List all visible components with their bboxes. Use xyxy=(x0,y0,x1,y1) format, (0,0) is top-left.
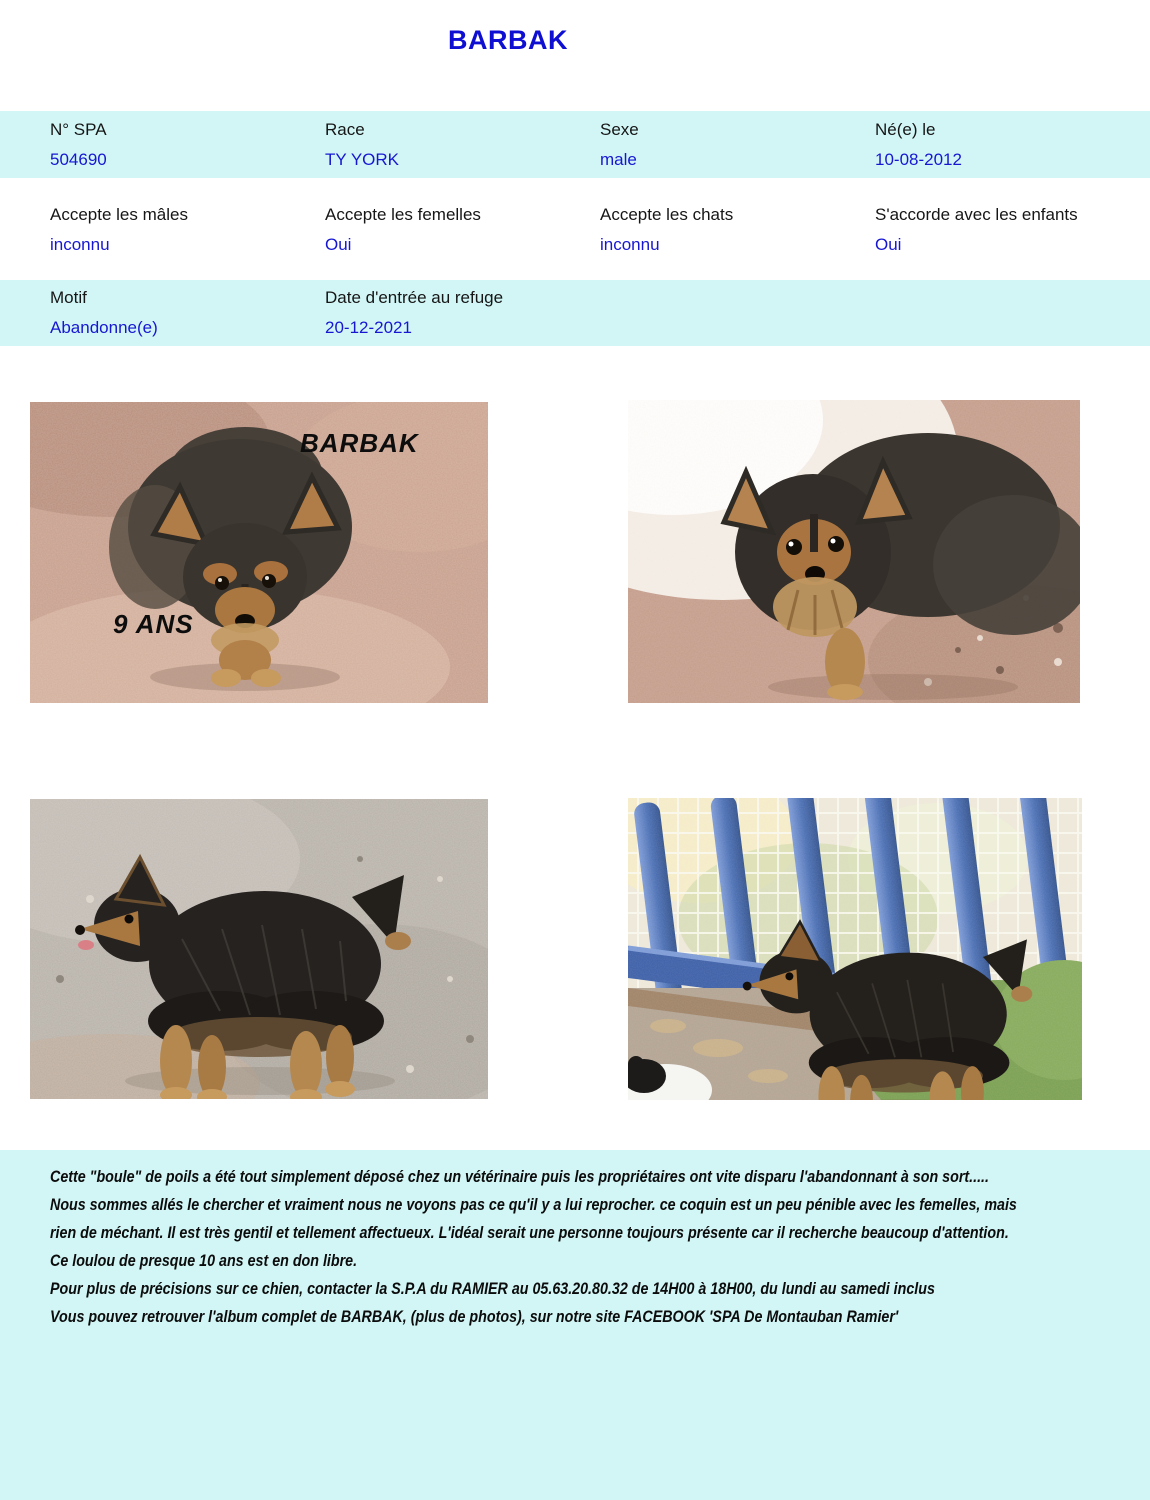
photo-dog-profile xyxy=(30,799,488,1099)
photo-2-illustration xyxy=(628,400,1080,703)
field-value: 504690 xyxy=(50,150,107,169)
field-accepts-females xyxy=(325,205,600,280)
field-birthdate xyxy=(875,120,1150,178)
photo-overlay-age: 9 ANS xyxy=(113,609,194,639)
field-label: Race xyxy=(325,120,365,139)
field-label: Motif xyxy=(50,288,87,307)
description-paragraph: Vous pouvez retrouver l'album complet de BARBAK, (plus de photos), sur notre site FACEBOOK 'SPA De Montauban Ramier' xyxy=(50,1307,899,1326)
field-label: Sexe xyxy=(600,120,639,139)
field-good-with-children xyxy=(875,205,1150,280)
info-band-compatibility xyxy=(0,178,1150,280)
photo-dog-fence xyxy=(628,798,1082,1100)
field-accepts-cats xyxy=(600,205,875,280)
photo-1-illustration xyxy=(30,402,488,703)
photo-4-illustration xyxy=(628,798,1082,1100)
field-motif xyxy=(50,288,325,346)
field-label: Né(e) le xyxy=(875,120,936,139)
field-label: N° SPA xyxy=(50,120,107,139)
field-sexe xyxy=(600,120,875,178)
photo-3-illustration xyxy=(30,799,488,1099)
field-label: Date d'entrée au refuge xyxy=(325,288,504,307)
field-value: Oui xyxy=(875,235,902,254)
description-band xyxy=(0,1150,1150,1500)
description-paragraph: Ce loulou de presque 10 ans est en don libre. xyxy=(50,1251,358,1270)
field-value: Oui xyxy=(325,235,352,254)
photo-dog-front xyxy=(30,402,488,703)
field-label: Accepte les chats xyxy=(600,205,734,224)
field-label: Accepte les mâles xyxy=(50,205,188,224)
field-race xyxy=(325,120,600,178)
field-value: TY YORK xyxy=(325,150,400,169)
page-title: BARBAK xyxy=(448,25,568,55)
info-band-entry xyxy=(0,280,1150,346)
field-value: Abandonne(e) xyxy=(50,318,158,337)
info-band-identity xyxy=(0,111,1150,178)
field-label: Accepte les femelles xyxy=(325,205,481,224)
field-accepts-males xyxy=(50,205,325,280)
field-value: inconnu xyxy=(50,235,110,254)
description-paragraph: Cette "boule" de poils a été tout simplement déposé chez un vétérinaire puis les propriétaires ont vite disparu l'abandonnant à son sort..... xyxy=(50,1167,989,1186)
photo-dog-looking-up xyxy=(628,400,1080,703)
dog-description xyxy=(50,1163,1035,1331)
description-paragraph: Nous sommes allés le chercher et vraiment nous ne voyons pas ce qu'il y a lui reprocher. ce coquin est un peu pénible avec les femelles, mais rien de méchant. Il est très gentil et tellement affectueux. L'idéal serait une personne toujours présente car il recherche beaucoup d'attention. xyxy=(50,1195,1017,1242)
description-paragraph: Pour plus de précisions sur ce chien, contacter la S.P.A du RAMIER au 05.63.20.80.32 de 14H00 à 18H00, du lundi au samedi inclus xyxy=(50,1279,935,1298)
field-spa-number xyxy=(50,120,325,178)
field-label: S'accorde avec les enfants xyxy=(875,205,1078,224)
field-value: 20-12-2021 xyxy=(325,318,412,337)
field-value: male xyxy=(600,150,637,169)
field-entry-date xyxy=(325,288,600,346)
field-value: 10-08-2012 xyxy=(875,150,962,169)
field-value: inconnu xyxy=(600,235,660,254)
photo-overlay-name: BARBAK xyxy=(300,428,419,458)
